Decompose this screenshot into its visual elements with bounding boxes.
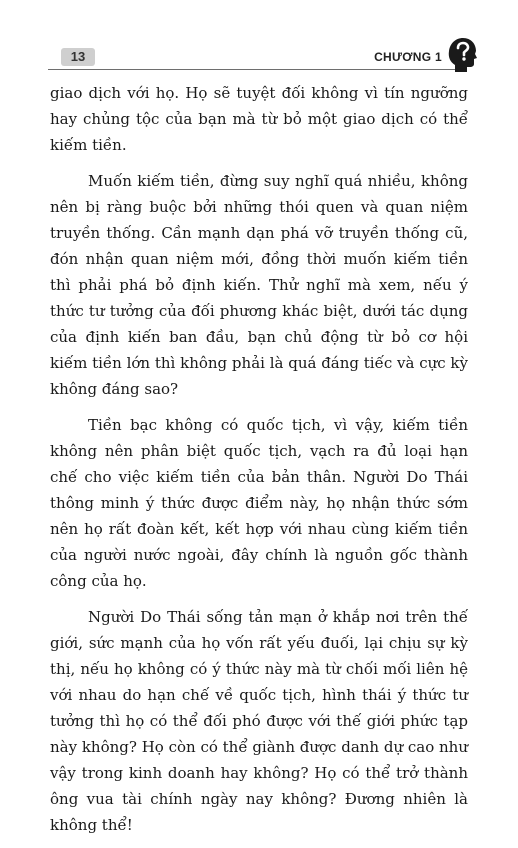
page-number: 13 [61,48,95,66]
paragraph: Tiền bạc không có quốc tịch, vì vậy, kiếm tiền không nên phân biệt quốc tịch, vạch ra đủ loại hạn chế cho việc kiếm tiền của bản thân. Người Do Thái thông minh ý thức được điểm này, họ nhận thức sớm nên họ rất đoàn kết, kết hợp với nhau cùng kiếm tiền của người nước ngoài, đây chính là nguồn gốc thành công của họ. [50,416,468,590]
paragraph-continuation: giao dịch với họ. Họ sẽ tuyệt đối không vì tín ngưỡng hay chủng tộc của bạn mà từ bỏ một giao dịch có thể kiếm tiền. [50,84,468,154]
paragraph: Người Do Thái sống tản mạn ở khắp nơi trên thế giới, sức mạnh của họ vốn rất yếu đuối, lại chịu sự kỳ thị, nếu họ không có ý thức này mà từ chối mối liên hệ với nhau do hạn chế về quốc tịch, hình thái ý thức tư tưởng thì họ có thể đối phó được với thế giới phức tạp này không? Họ còn có thể giành được danh dự cao như vậy trong kinh doanh hay không? Họ có thể trở thành ông vua tài chính ngày nay không? Đương nhiên là không thể! [50,608,469,834]
header-rule [48,69,460,70]
head-question-icon [446,36,478,74]
chapter-title: CHƯƠNG 1 [374,50,442,64]
page-header [0,44,518,74]
body-text [50,80,468,848]
paragraph: Muốn kiếm tiền, đừng suy nghĩ quá nhiều, không nên bị ràng buộc bởi những thói quen và quan niệm truyền thống. Cần mạnh dạn phá vỡ truyền thống cũ, đón nhận quan niệm mới, đồng thời muốn kiếm tiền thì phải phá bỏ định kiến. Thử nghĩ mà xem, nếu ý thức tư tưởng của đối phương khác biệt, dưới tác dụng của định kiến ban đầu, bạn chủ động từ bỏ cơ hội kiếm tiền lớn thì không phải là quá đáng tiếc và cực kỳ không đáng sao? [50,172,468,398]
